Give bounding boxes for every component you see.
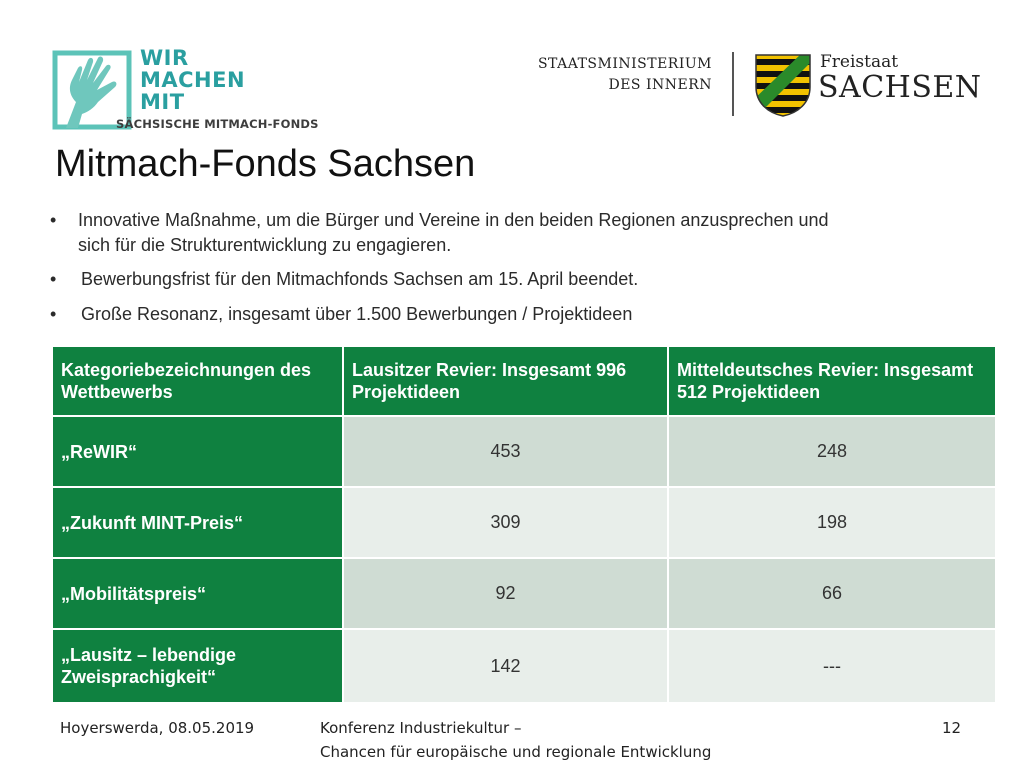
header-category: Kategoriebezeichnungen des Wettbewerbs xyxy=(52,346,343,416)
bullet-text: Große Resonanz, insgesamt über 1.500 Bewerbungen / Projektideen xyxy=(81,304,633,324)
ministry-line2: DES INNERN xyxy=(608,77,712,93)
bullet-text: Bewerbungsfrist für den Mitmachfonds Sachsen am 15. April beendet. xyxy=(81,269,639,289)
footer-conference-line2: Chancen für europäische und regionale Entwicklung xyxy=(320,743,712,761)
submissions-table xyxy=(51,345,997,704)
saxony-coat-of-arms-icon xyxy=(754,53,812,117)
row-category: „Zukunft MINT-Preis“ xyxy=(52,487,343,558)
ministry-line1: STAATSMINISTERIUM xyxy=(537,56,712,72)
logo-text-line2: MACHEN xyxy=(140,68,246,92)
table-header-row xyxy=(52,346,996,416)
header-lausitz: Lausitzer Revier: Insgesamt 996 Projektideen xyxy=(343,346,668,416)
row-mitteldeutsch-count: --- xyxy=(668,629,996,703)
bullet-item xyxy=(50,267,850,292)
logo-subtitle: SÄCHSISCHE MITMACH-FONDS xyxy=(116,117,319,131)
row-mitteldeutsch-count: 198 xyxy=(668,487,996,558)
row-lausitz-count: 142 xyxy=(343,629,668,703)
footer-conference-line1: Konferenz Industriekultur – xyxy=(320,719,522,737)
bullet-text: Innovative Maßnahme, um die Bürger und Vereine in den beiden Regionen anzusprechen und sich für die Strukturentwicklung zu engagieren. xyxy=(78,210,829,255)
header-mitteldeutsch: Mitteldeutsches Revier: Insgesamt 512 Projektideen xyxy=(668,346,996,416)
table-row xyxy=(52,416,996,487)
bullet-dot: • xyxy=(50,269,57,289)
state-label-small: Freistaat xyxy=(820,52,899,72)
logo-divider xyxy=(732,52,734,116)
bullet-item xyxy=(50,302,850,327)
row-mitteldeutsch-count: 66 xyxy=(668,558,996,629)
bullet-dot: • xyxy=(50,304,57,324)
row-lausitz-count: 453 xyxy=(343,416,668,487)
page-title: Mitmach-Fonds Sachsen xyxy=(55,143,476,185)
row-category: „Lausitz – lebendige Zweisprachigkeit“ xyxy=(52,629,343,703)
logo-text-line1: WIR xyxy=(140,46,189,70)
state-label-large: SACHSEN xyxy=(818,70,982,105)
table-row xyxy=(52,558,996,629)
mitmach-fonds-logo xyxy=(50,48,320,138)
row-mitteldeutsch-count: 248 xyxy=(668,416,996,487)
table-row xyxy=(52,487,996,558)
bullet-dot: • xyxy=(50,210,57,230)
logo-text-line3: MIT xyxy=(140,90,185,114)
footer-date-location: Hoyerswerda, 08.05.2019 xyxy=(60,719,255,737)
bullet-item xyxy=(50,208,850,258)
bullet-list xyxy=(50,208,850,327)
ministry-name xyxy=(538,54,712,96)
row-category: „ReWIR“ xyxy=(52,416,343,487)
row-category: „Mobilitätspreis“ xyxy=(52,558,343,629)
row-lausitz-count: 92 xyxy=(343,558,668,629)
row-lausitz-count: 309 xyxy=(343,487,668,558)
table-row xyxy=(52,629,996,703)
footer-conference xyxy=(320,716,711,764)
page-number: 12 xyxy=(942,719,962,737)
